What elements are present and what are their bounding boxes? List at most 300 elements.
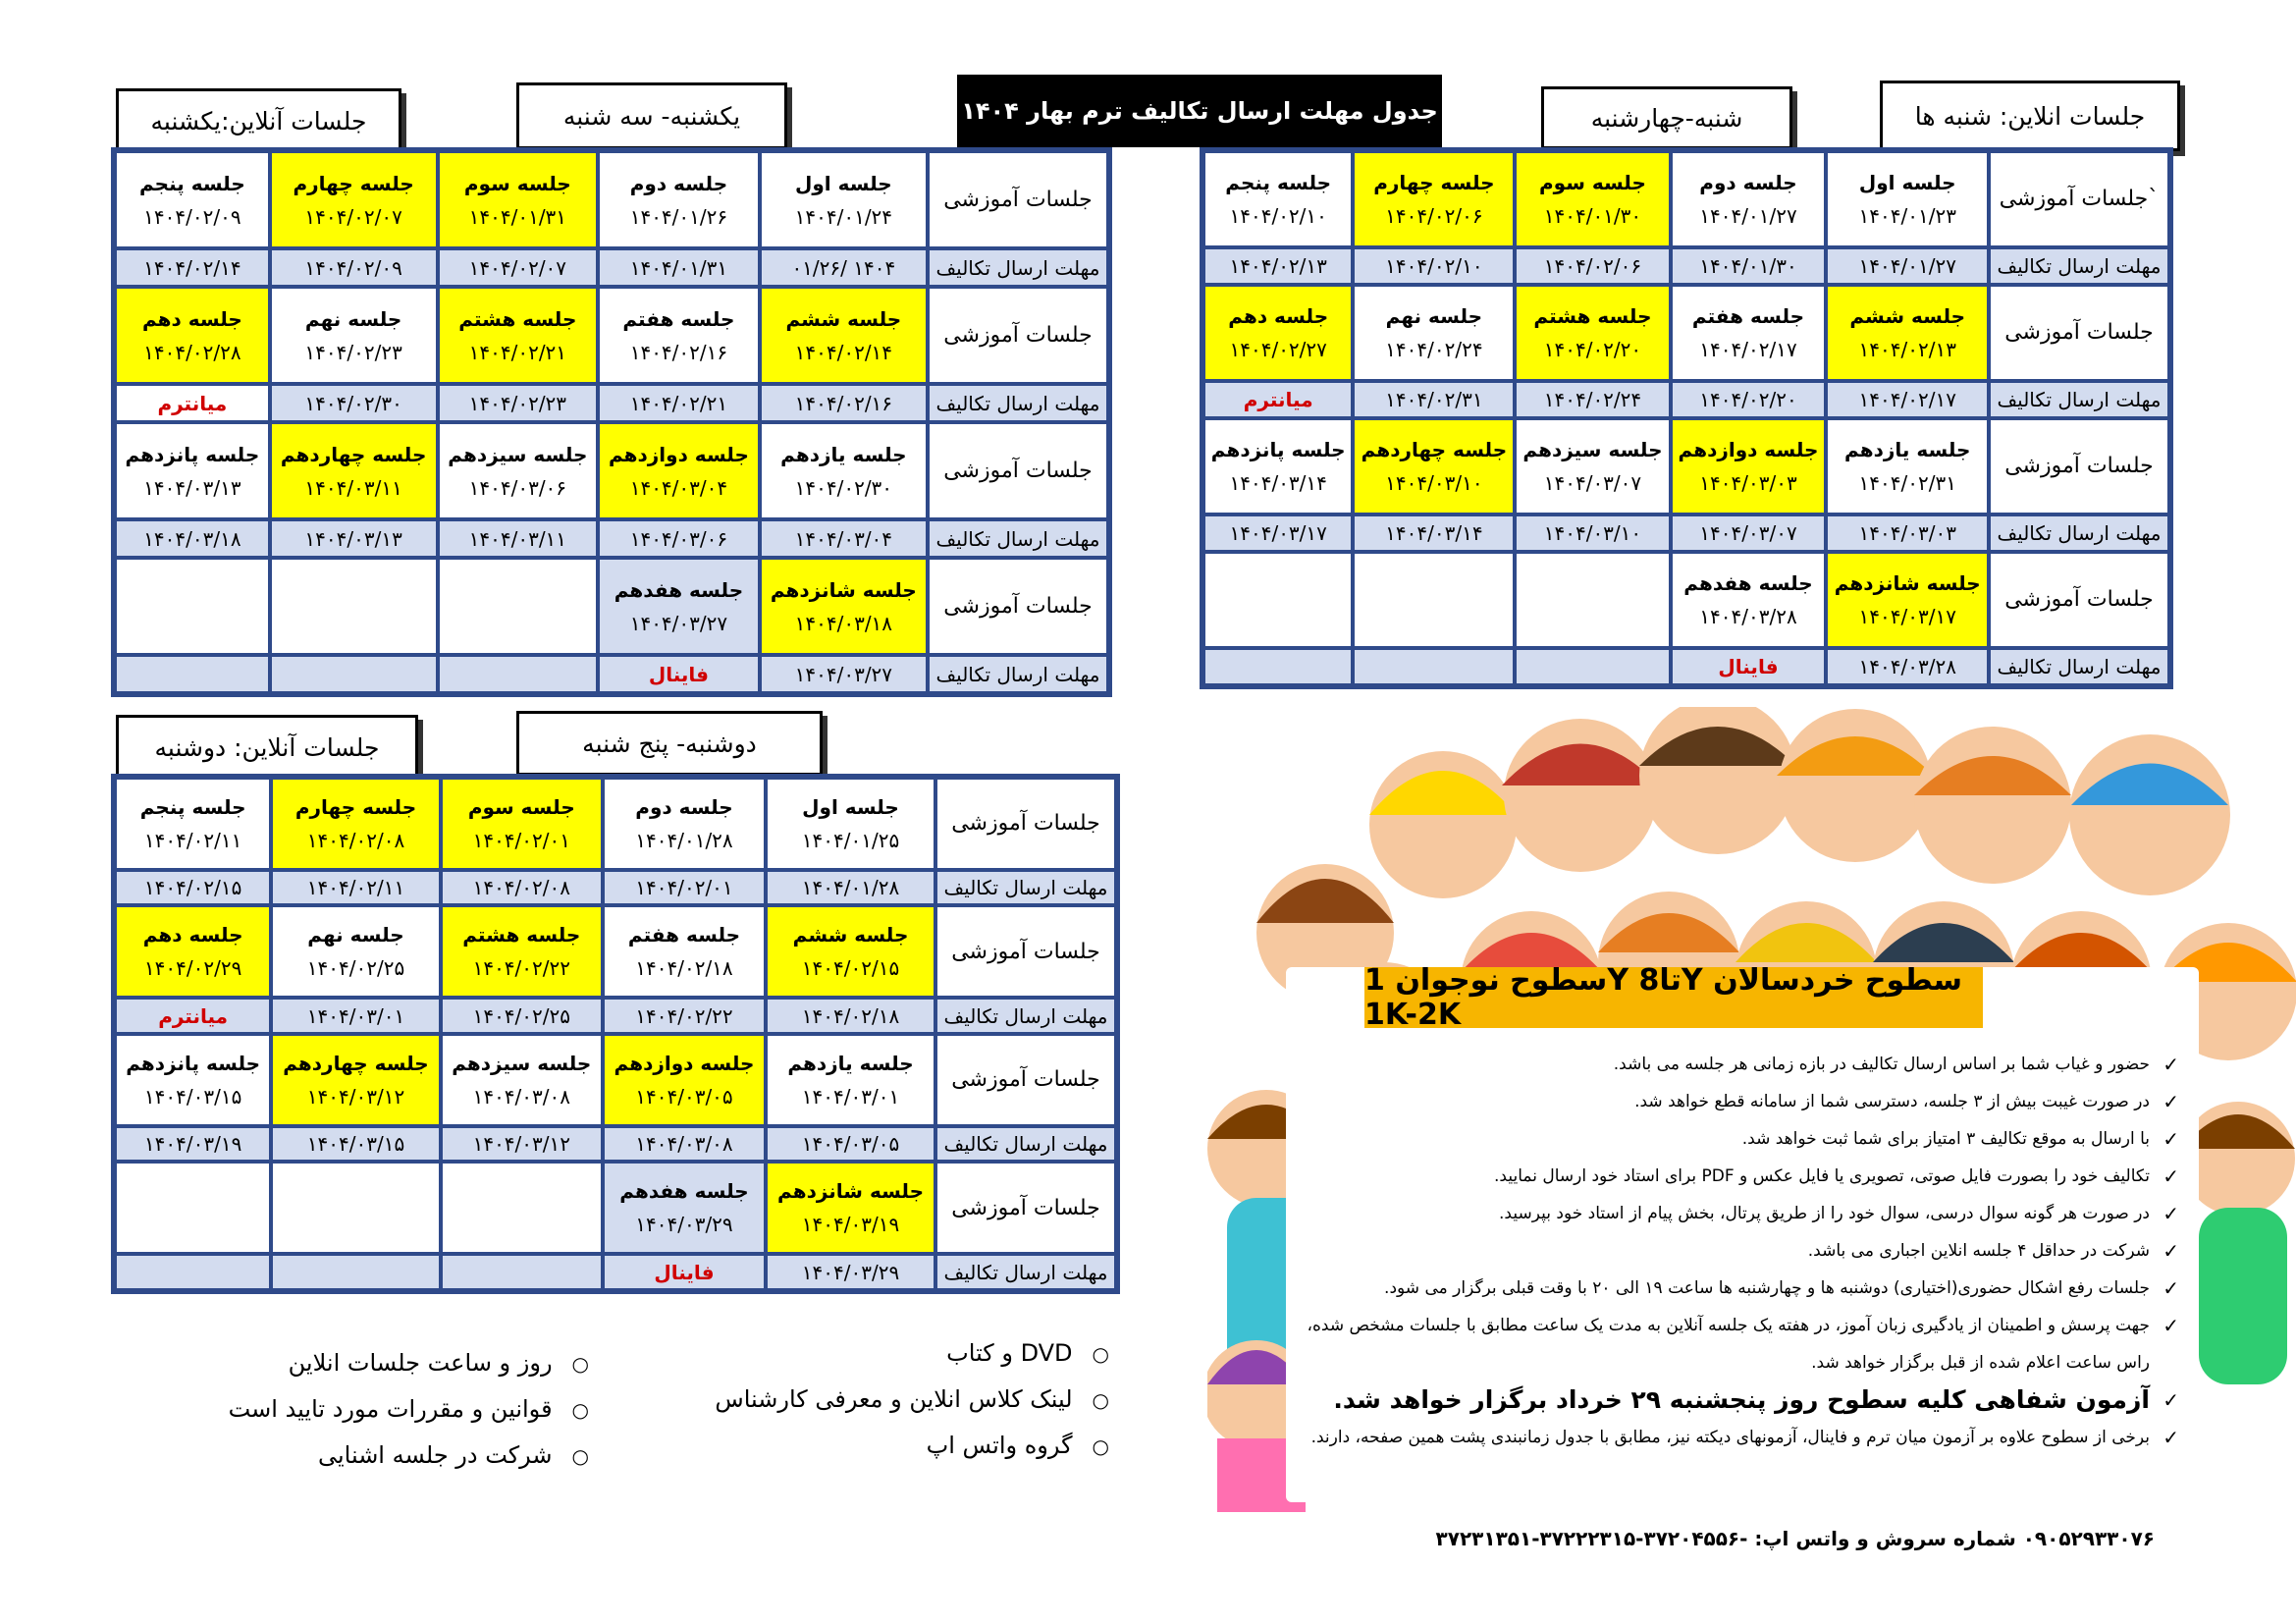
deadline-cell (1353, 648, 1515, 685)
deadline-cell (1671, 648, 1827, 685)
session-cell (441, 1162, 603, 1254)
session-name: جلسه پنجم (1225, 170, 1332, 194)
label-sat-wed: شنبه-چهارشنبه (1541, 86, 1792, 149)
session-name: جلسه ششم (785, 306, 902, 331)
session-cell (115, 151, 270, 248)
deadline-cell: ۱۴۰۴/۰۱/۲۷ (1826, 247, 1989, 285)
session-date: ۱۴۰۴/۰۳/۰۱ (801, 1084, 900, 1109)
session-name: جلسه شانزدهم (1834, 570, 1981, 595)
deadline-cell (598, 655, 760, 693)
row-head-session: جلسات آموزشی (928, 151, 1108, 248)
deadline-cell: ۱۴۰۴/۰۲/۱۱ (271, 870, 440, 906)
session-row (115, 905, 1116, 998)
deadline-cell: ۱۴۰۴/۰۳/۱۹ (115, 1126, 271, 1163)
session-date: ۱۴۰۴/۰۲/۰۱ (472, 828, 570, 852)
session-date: ۱۴۰۴/۰۱/۲۴ (794, 204, 893, 229)
notice-item (1296, 1232, 2179, 1270)
session-cell (1353, 151, 1515, 247)
session-cell (115, 1034, 271, 1126)
circle-bullet-icon: ○ (571, 1444, 589, 1468)
deadline-row (115, 248, 1108, 287)
deadline-cell (603, 1254, 766, 1290)
session-cell (270, 422, 438, 519)
schedule-table-sun-tue (111, 147, 1112, 697)
session-date: ۱۴۰۴/۰۳/۱۷ (1858, 604, 1956, 628)
row-head-deadline: مهلت ارسال تکالیف (1989, 514, 2169, 552)
session-cell (1515, 552, 1670, 648)
session-cell (271, 905, 440, 998)
session-cell (115, 905, 271, 998)
session-name: جلسه هفتم (627, 923, 741, 947)
session-name: جلسه پانزدهم (1210, 437, 1346, 461)
deadline-cell: ۱۴۰۴/۰۲/۲۳ (438, 384, 599, 422)
row-head-session: جلسات آموزشی (1989, 285, 2169, 381)
row-head-deadline: مهلت ارسال تکالیف (1989, 247, 2169, 285)
session-name: جلسه چهارم (294, 794, 417, 819)
session-cell (766, 1034, 935, 1126)
deadline-cell: ۱۴۰۴/۰۲/۳۰ (270, 384, 438, 422)
session-date: ۱۴۰۴/۰۱/۲۸ (635, 828, 733, 852)
deadline-cell (1515, 648, 1670, 685)
session-cell (598, 151, 760, 248)
session-name: جلسه سوم (1539, 170, 1646, 194)
session-date: ۱۴۰۴/۰۲/۲۲ (472, 956, 570, 981)
row-head-session: جلسات آموزشی (935, 1162, 1116, 1254)
session-cell (1671, 285, 1827, 381)
bullet-text: گروه واتس اپ (926, 1432, 1073, 1459)
session-name: جلسه چهاردهم (280, 442, 427, 466)
bullet-text: DVD و کتاب (946, 1339, 1073, 1367)
notice-board (1286, 963, 2199, 1502)
session-name: جلسه هفدهم (1683, 570, 1813, 595)
session-name: جلسه اول (802, 794, 899, 819)
bullet-item (687, 1377, 1109, 1423)
session-cell (603, 1162, 766, 1254)
session-cell (270, 558, 438, 655)
deadline-cell: ۱۴۰۴/۰۳/۱۲ (441, 1126, 603, 1163)
session-name: جلسه سیزدهم (452, 1051, 592, 1075)
session-cell (766, 905, 935, 998)
session-cell (115, 558, 270, 655)
notice-item (1296, 1046, 2179, 1083)
session-name: جلسه ششم (792, 923, 909, 947)
session-date: ۱۴۰۴/۰۳/۰۴ (629, 475, 728, 500)
session-name: جلسه پنجم (138, 171, 245, 195)
session-name: جلسه سیزدهم (1522, 437, 1663, 461)
session-name: جلسه ششم (1849, 303, 1966, 328)
deadline-cell: ۱۴۰۴/۰۳/۰۳ (1826, 514, 1989, 552)
check-icon: ✓ (2163, 1090, 2179, 1113)
deadline-cell: ۱۴۰۴/۰۲/۱۳ (1203, 247, 1353, 285)
deadline-cell: ۱۴۰۴/۰۲/۲۰ (1671, 381, 1827, 418)
label-mon-online: جلسات آنلاین: دوشنبه (116, 715, 418, 780)
session-row (1203, 418, 2169, 514)
session-date: ۱۴۰۴/۰۲/۲۱ (468, 340, 567, 364)
session-cell (598, 558, 760, 655)
session-name: جلسه سوم (463, 171, 571, 195)
exam-label: فاینال (1718, 654, 1779, 678)
session-cell (760, 422, 928, 519)
deadline-row (115, 384, 1108, 422)
session-date: ۱۴۰۴/۰۳/۲۷ (629, 611, 728, 635)
session-date: ۱۴۰۴/۰۱/۲۵ (801, 828, 900, 852)
notice-text: برخی از سطوح علاوه بر آزمون میان ترم و فاینال، آزمونهای دیکته نیز، مطابق با جدول زمانبندی پشت همین صفحه، دارند. (1310, 1428, 2150, 1447)
session-name: جلسه دهم (1228, 303, 1329, 328)
session-name: جلسه دوم (635, 794, 733, 819)
session-name: جلسه دهم (142, 923, 243, 947)
session-row (115, 1034, 1116, 1126)
bullet-text: شرکت در جلسه اشنایی (317, 1441, 553, 1469)
circle-bullet-icon: ○ (1092, 1435, 1109, 1458)
label-mon-thu: دوشنبه- پنج شنبه (516, 711, 823, 776)
session-cell (603, 905, 766, 998)
notice-text: تکالیف خود را بصورت فایل صوتی، تصویری یا فایل عکس و PDF برای استاد خود ارسال نمایید. (1494, 1166, 2150, 1186)
session-cell (1671, 151, 1827, 247)
session-date: ۱۴۰۴/۰۳/۲۸ (1699, 604, 1797, 628)
session-date: ۱۴۰۴/۰۱/۲۷ (1699, 203, 1797, 228)
session-name: جلسه سوم (467, 794, 575, 819)
check-icon: ✓ (2163, 1426, 2179, 1449)
session-cell (438, 558, 599, 655)
notice-item (1296, 1381, 2179, 1419)
session-row (115, 287, 1108, 384)
session-row (1203, 151, 2169, 247)
schedule-table-mon-thu (111, 774, 1120, 1294)
circle-bullet-icon: ○ (571, 1398, 589, 1422)
notice-text: در صورت هر گونه سوال درسی، سوال خود را از طریق پرتال، بخش پیام از استاد خود بپرسید. (1499, 1204, 2150, 1223)
session-cell (441, 778, 603, 870)
session-cell (1826, 285, 1989, 381)
deadline-row (1203, 648, 2169, 685)
session-cell (1353, 418, 1515, 514)
session-date: ۱۴۰۴/۰۲/۳۱ (1858, 470, 1956, 495)
session-name: جلسه هشتم (462, 923, 581, 947)
session-date: ۱۴۰۴/۰۲/۱۱ (143, 828, 242, 852)
deadline-cell (1203, 648, 1353, 685)
session-cell (598, 287, 760, 384)
deadline-cell: ۱۴۰۴/۰۳/۰۶ (598, 519, 760, 558)
row-head-deadline: مهلت ارسال تکالیف (928, 248, 1108, 287)
session-date: ۱۴۰۴/۰۲/۰۷ (304, 204, 402, 229)
deadline-cell (1203, 381, 1353, 418)
deadline-cell: ۱۴۰۴/۰۳/۱۱ (438, 519, 599, 558)
bullet-item (687, 1330, 1109, 1377)
deadline-row (1203, 381, 2169, 418)
deadline-row (115, 1254, 1116, 1290)
bullet-item (216, 1433, 589, 1479)
session-date: ۱۴۰۴/۰۳/۱۳ (143, 475, 241, 500)
row-head-session: جلسات آموزشی (1989, 418, 2169, 514)
session-row (115, 1162, 1116, 1254)
check-icon: ✓ (2163, 1276, 2179, 1300)
label-sun-online: جلسات آنلاین:یکشنبه (116, 88, 401, 153)
bullet-item (216, 1386, 589, 1433)
session-name: جلسه چهاردهم (283, 1051, 429, 1075)
session-date: ۱۴۰۴/۰۳/۱۹ (801, 1213, 900, 1237)
session-name: جلسه شانزدهم (770, 577, 917, 602)
deadline-cell: ۱۴۰۴/۰۲/۰۶ (1515, 247, 1670, 285)
deadline-cell: ۱۴۰۴/۰۲/۳۱ (1353, 381, 1515, 418)
bullet-item (687, 1423, 1109, 1469)
session-cell (115, 1162, 271, 1254)
row-head-deadline: مهلت ارسال تکالیف (935, 1126, 1116, 1163)
session-cell (1353, 552, 1515, 648)
session-date: ۱۴۰۴/۰۳/۱۸ (794, 611, 893, 635)
session-date: ۱۴۰۴/۰۳/۱۰ (1385, 470, 1483, 495)
label-sun-tue: یکشنبه- سه شنبه (516, 82, 787, 149)
session-cell (603, 778, 766, 870)
session-row (1203, 285, 2169, 381)
session-cell (270, 287, 438, 384)
schedule-table-sat-wed (1200, 147, 2173, 689)
deadline-cell: ۱۴۰۴/۰۳/۰۴ (760, 519, 928, 558)
session-date: ۱۴۰۴/۰۲/۲۳ (304, 340, 402, 364)
session-date: ۱۴۰۴/۰۲/۱۷ (1699, 337, 1797, 361)
session-date: ۱۴۰۴/۰۲/۲۹ (143, 956, 242, 981)
deadline-cell: ۱۴۰۴/۰۳/۱۳ (270, 519, 438, 558)
session-cell (438, 151, 599, 248)
session-name: جلسه یازدهم (787, 1051, 914, 1075)
session-name: جلسه هفتم (622, 306, 735, 331)
session-date: ۱۴۰۴/۰۲/۱۰ (1229, 203, 1327, 228)
deadline-cell (115, 1254, 271, 1290)
session-cell (115, 778, 271, 870)
deadline-cell (441, 1254, 603, 1290)
session-name: جلسه دوازدهم (614, 1051, 755, 1075)
deadline-row (115, 998, 1116, 1034)
deadline-cell: ۱۴۰۴/۰۲/۰۹ (270, 248, 438, 287)
deadline-row (1203, 247, 2169, 285)
session-cell (766, 778, 935, 870)
session-date: ۱۴۰۴/۰۱/۳۰ (1543, 203, 1642, 228)
row-head-session: جلسات آموزشی (935, 905, 1116, 998)
row-head-deadline: مهلت ارسال تکالیف (935, 998, 1116, 1034)
deadline-cell: ۱۴۰۴/۰۲/۱۴ (115, 248, 270, 287)
session-row (115, 151, 1108, 248)
session-cell (1826, 418, 1989, 514)
circle-bullet-icon: ○ (1092, 1388, 1109, 1412)
session-cell (438, 287, 599, 384)
session-date: ۱۴۰۴/۰۳/۱۱ (304, 475, 402, 500)
bullet-text: قوانین و مقررات مورد تایید است (228, 1395, 553, 1423)
deadline-row (115, 519, 1108, 558)
session-name: جلسه هشتم (458, 306, 577, 331)
session-name: جلسه دوم (629, 171, 728, 195)
session-cell (1671, 552, 1827, 648)
notice-item (1296, 1120, 2179, 1158)
session-cell (1203, 418, 1353, 514)
exam-label: میانترم (158, 1003, 229, 1028)
session-date: ۱۴۰۴/۰۲/۳۰ (794, 475, 893, 500)
check-icon: ✓ (2163, 1053, 2179, 1076)
session-date: ۱۴۰۴/۰۱/۲۶ (629, 204, 728, 229)
session-date: ۱۴۰۴/۰۳/۰۸ (472, 1084, 570, 1109)
notice-text: جهت پرسش و اطمینان از یادگیری زبان آموز، در هفته یک جلسه آنلاین به مدت یک ساعت مطابق با جلسات مشخص شده، راس ساعت اعلام شده از قبل برگزار خواهد شد. (1307, 1316, 2150, 1373)
session-date: ۱۴۰۴/۰۳/۱۵ (143, 1084, 242, 1109)
session-date: ۱۴۰۴/۰۳/۰۳ (1699, 470, 1797, 495)
circle-bullet-icon: ○ (571, 1352, 589, 1376)
notice-item (1296, 1307, 2179, 1381)
session-cell (603, 1034, 766, 1126)
check-icon: ✓ (2163, 1388, 2179, 1412)
session-name: جلسه یازدهم (780, 442, 907, 466)
deadline-cell: ۱۴۰۴/۰۳/۱۸ (115, 519, 270, 558)
deadline-cell: ۱۴۰۴/۰۲/۲۱ (598, 384, 760, 422)
notice-text: آزمون شفاهی کلیه سطوح روز پنجشنبه ۲۹ خرداد برگزار خواهد شد. (1333, 1385, 2150, 1414)
session-date: ۱۴۰۴/۰۳/۲۹ (635, 1213, 733, 1237)
deadline-cell (115, 384, 270, 422)
deadline-cell: ۱۴۰۴/۰۳/۲۷ (760, 655, 928, 693)
session-name: جلسه شانزدهم (777, 1179, 924, 1204)
bullet-text: روز و ساعت جلسات انلاین (288, 1349, 553, 1377)
session-date: ۱۴۰۴/۰۱/۳۱ (468, 204, 567, 229)
bullet-text: لینک کلاس انلاین و معرفی کارشناس (715, 1385, 1073, 1413)
session-name: جلسه هشتم (1533, 303, 1652, 328)
circle-bullet-icon: ○ (1092, 1342, 1109, 1366)
session-cell (1203, 151, 1353, 247)
deadline-cell: ۱۴۰۴/۰۲/۱۰ (1353, 247, 1515, 285)
session-cell (760, 558, 928, 655)
session-name: جلسه پانزدهم (125, 442, 260, 466)
notice-text: با ارسال به موقع تکالیف ۳ امتیاز برای شما ثبت خواهد شد. (1741, 1129, 2150, 1149)
session-date: ۱۴۰۴/۰۲/۲۸ (143, 340, 241, 364)
notice-item (1296, 1158, 2179, 1195)
session-cell (271, 1034, 440, 1126)
session-date: ۱۴۰۴/۰۳/۱۲ (306, 1084, 405, 1109)
session-cell (270, 151, 438, 248)
session-date: ۱۴۰۴/۰۲/۱۶ (629, 340, 728, 364)
deadline-cell: ۱۴۰۴/۰۲/۲۵ (441, 998, 603, 1034)
session-date: ۱۴۰۴/۰۲/۲۴ (1385, 337, 1483, 361)
session-name: جلسه اول (795, 171, 892, 195)
session-date: ۱۴۰۴/۰۳/۰۶ (468, 475, 567, 500)
row-head-session: جلسات آموزشی (928, 422, 1108, 519)
session-date: ۱۴۰۴/۰۳/۱۴ (1229, 470, 1327, 495)
session-date: ۱۴۰۴/۰۲/۰۸ (306, 828, 405, 852)
deadline-cell: ۱۴۰۴/۰۲/۱۵ (115, 870, 271, 906)
exam-label: فاینال (654, 1260, 715, 1284)
session-name: جلسه سیزدهم (448, 442, 588, 466)
deadline-cell: ۱۴۰۴/۰۲/۱۷ (1826, 381, 1989, 418)
session-cell (1353, 285, 1515, 381)
session-name: جلسه نهم (307, 923, 404, 947)
row-head-session: جلسات آموزشی (928, 287, 1108, 384)
deadline-row (1203, 514, 2169, 552)
deadline-cell: ۱۴۰۴/۰۳/۱۷ (1203, 514, 1353, 552)
deadline-cell: ۱۴۰۴/۰۳/۱۴ (1353, 514, 1515, 552)
session-cell (1515, 285, 1670, 381)
deadline-row (115, 655, 1108, 693)
session-name: جلسه پانزدهم (126, 1051, 261, 1075)
deadline-cell (270, 655, 438, 693)
check-icon: ✓ (2163, 1164, 2179, 1188)
session-date: ۱۴۰۴/۰۲/۰۶ (1385, 203, 1483, 228)
session-name: جلسه دوم (1699, 170, 1797, 194)
session-row (115, 558, 1108, 655)
session-date: ۱۴۰۴/۰۲/۱۴ (794, 340, 893, 364)
notice-text: حضور و غیاب شما بر اساس ارسال تکالیف در بازه زمانی هر جلسه می باشد. (1613, 1055, 2150, 1074)
session-name: جلسه هفتم (1691, 303, 1805, 328)
session-date: ۱۴۰۴/۰۱/۲۳ (1858, 203, 1956, 228)
session-date: ۱۴۰۴/۰۲/۲۷ (1229, 337, 1327, 361)
session-date: ۱۴۰۴/۰۳/۰۵ (635, 1084, 733, 1109)
session-date: ۱۴۰۴/۰۳/۰۷ (1543, 470, 1642, 495)
deadline-cell: ۱۴۰۴/۰۱/۲۸ (766, 870, 935, 906)
check-icon: ✓ (2163, 1239, 2179, 1263)
row-head-session: جلسات آموزشی (935, 1034, 1116, 1126)
session-name: جلسه هفدهم (614, 577, 744, 602)
session-cell (598, 422, 760, 519)
session-cell (1203, 552, 1353, 648)
deadline-cell: ۱۴۰۴/۰۳/۲۸ (1826, 648, 1989, 685)
deadline-cell: ۱۴۰۴/۰۲/۲۴ (1515, 381, 1670, 418)
session-date: ۱۴۰۴/۰۲/۰۹ (143, 204, 241, 229)
deadline-cell: ۱۴۰۴/۰۳/۰۸ (603, 1126, 766, 1163)
deadline-cell: ۱۴۰۴/۰۳/۱۵ (271, 1126, 440, 1163)
label-sat-online: جلسات انلاین: شنبه ها (1880, 81, 2180, 151)
check-icon: ✓ (2163, 1202, 2179, 1225)
session-name: جلسه اول (1858, 170, 1956, 194)
notice-item (1296, 1083, 2179, 1120)
session-row (115, 778, 1116, 870)
session-date: ۱۴۰۴/۰۲/۲۵ (306, 956, 405, 981)
session-name: جلسه پنجم (139, 794, 246, 819)
session-name: جلسه دوازدهم (1678, 437, 1819, 461)
deadline-cell: ۱۴۰۴/۰۲/۰۱ (603, 870, 766, 906)
session-cell (271, 1162, 440, 1254)
bullets-right (687, 1330, 1109, 1469)
session-cell (760, 287, 928, 384)
session-cell (1515, 418, 1670, 514)
deadline-row (115, 870, 1116, 906)
session-cell (438, 422, 599, 519)
notice-item (1296, 1270, 2179, 1307)
row-head-deadline: مهلت ارسال تکالیف (928, 384, 1108, 422)
row-head-session: جلسات آموزشی (1989, 552, 2169, 648)
deadline-cell (271, 1254, 440, 1290)
notice-item (1296, 1195, 2179, 1232)
session-name: جلسه دهم (141, 306, 242, 331)
deadline-cell: ۱۴۰۴/۰۲/۱۶ (760, 384, 928, 422)
page-title: جدول مهلت ارسال تکالیف ترم بهار ۱۴۰۴ (957, 75, 1442, 147)
session-cell (1826, 552, 1989, 648)
notice-header: سطوح نوجوان 1Y تا8Y سطوح خردسالان 1K-2K (1364, 967, 1983, 1028)
session-date: ۱۴۰۴/۰۲/۱۵ (801, 956, 900, 981)
row-head-deadline: مهلت ارسال تکالیف (928, 519, 1108, 558)
bullet-item (216, 1340, 589, 1386)
session-name: جلسه چهاردهم (1361, 437, 1508, 461)
session-name: جلسه هفدهم (619, 1179, 749, 1204)
deadline-row (115, 1126, 1116, 1163)
session-date: ۱۴۰۴/۰۲/۱۸ (635, 956, 733, 981)
notice-text: شرکت در حداقل ۴ جلسه انلاین اجباری می باشد. (1807, 1241, 2150, 1261)
session-date: ۱۴۰۴/۰۲/۲۰ (1543, 337, 1642, 361)
bullets-left (216, 1340, 589, 1479)
exam-label: میانترم (1243, 387, 1313, 411)
deadline-cell: ۱۴۰۴/۰۳/۱۰ (1515, 514, 1670, 552)
deadline-cell: ۱۴۰۴/۰۲/۰۸ (441, 870, 603, 906)
deadline-cell: ۱۴۰۴/۰۳/۲۹ (766, 1254, 935, 1290)
notice-text: جلسات رفع اشکال حضوری(اختیاری) دوشنبه ها و چهارشنبه ها ساعت ۱۹ الی ۲۰ با وقت قبلی برگزار می شود. (1384, 1278, 2150, 1298)
session-cell (271, 778, 440, 870)
check-icon: ✓ (2163, 1314, 2179, 1337)
deadline-cell: ۱۴۰۴/۰۳/۰۵ (766, 1126, 935, 1163)
session-name: جلسه چهارم (1373, 170, 1495, 194)
deadline-cell: ۱۴۰۴/۰۱/۳۰ (1671, 247, 1827, 285)
row-head-session: جلسات آموزشی (928, 558, 1108, 655)
notice-text: در صورت غیبت بیش از ۳ جلسه، دسترسی شما از سامانه قطع خواهد شد. (1634, 1092, 2150, 1111)
session-name: جلسه نهم (304, 306, 402, 331)
